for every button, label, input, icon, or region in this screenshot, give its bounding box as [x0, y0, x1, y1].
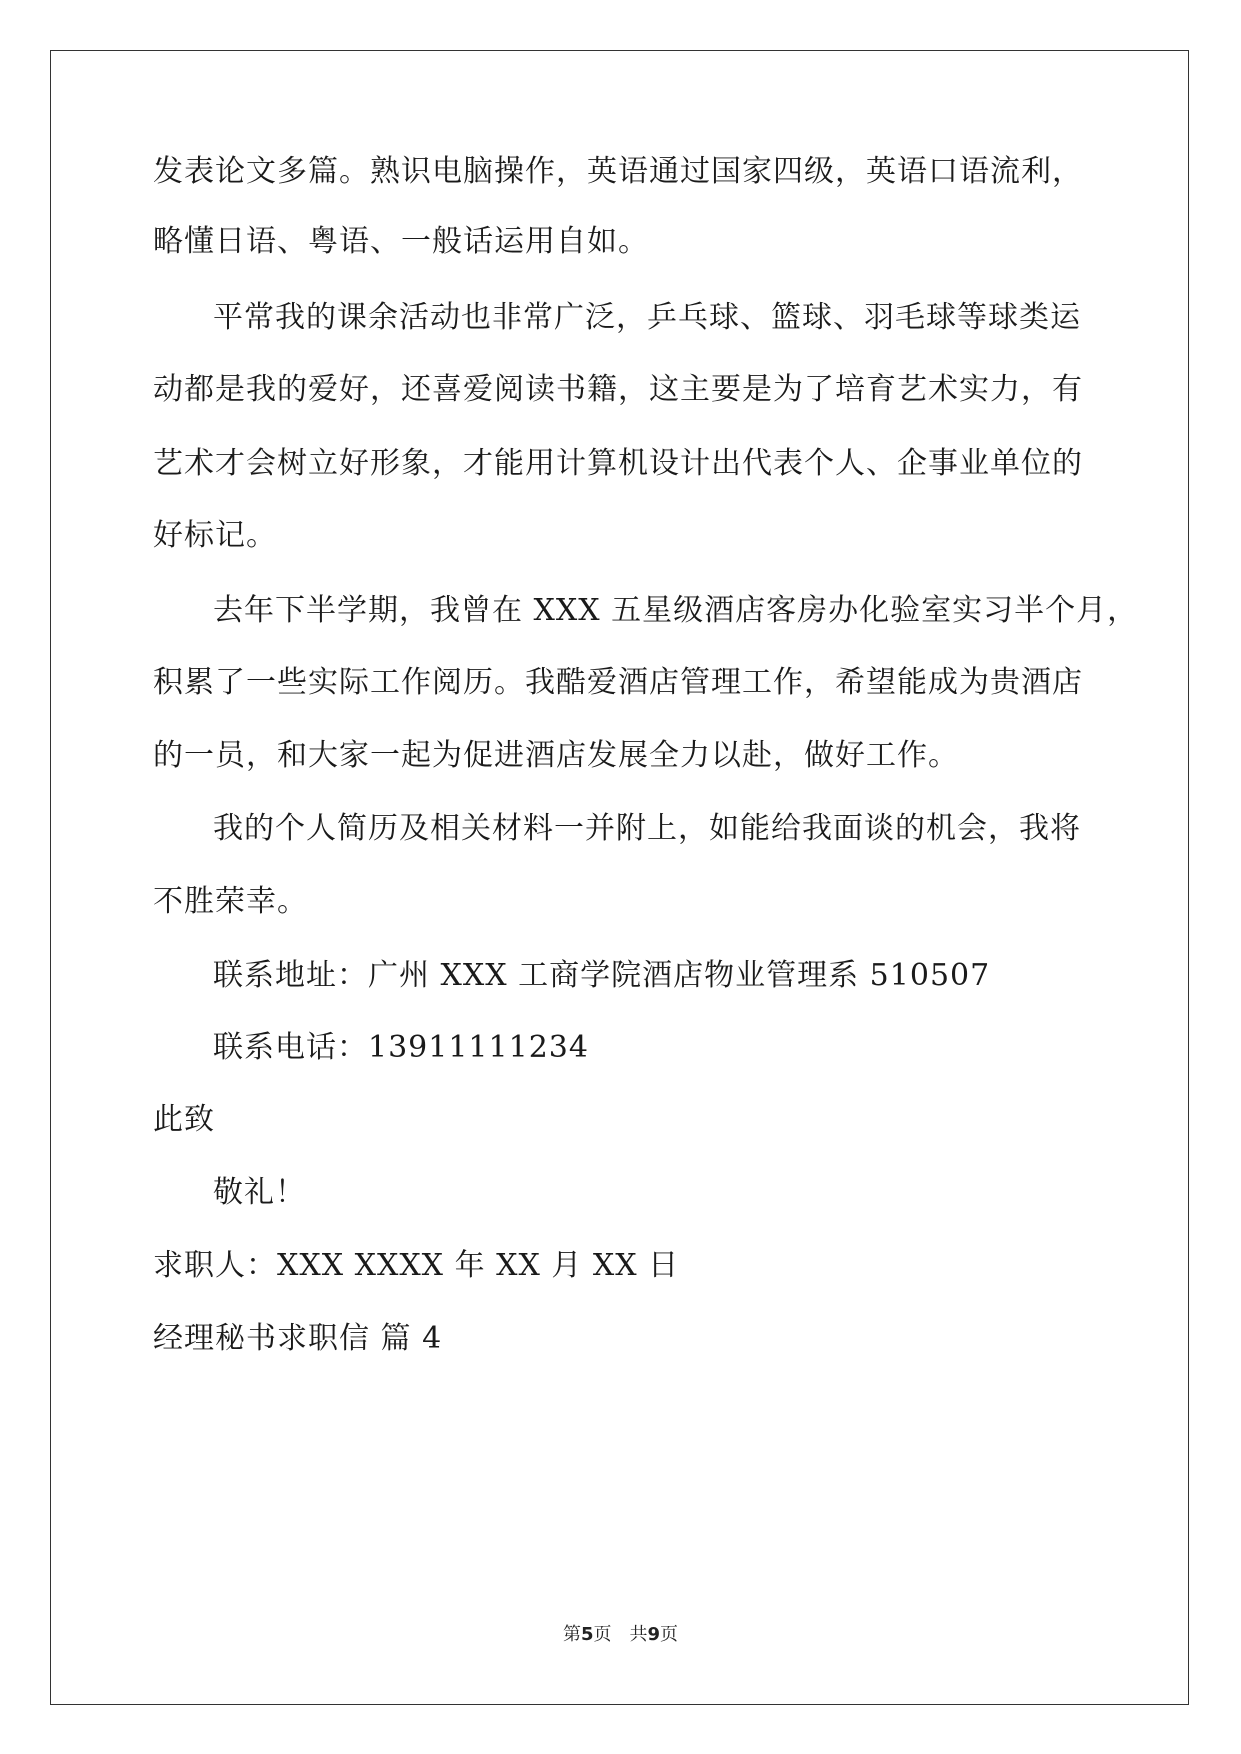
- contact-phone: 联系电话：13911111234: [213, 1030, 589, 1065]
- body-line-11: 不胜荣幸。: [153, 884, 308, 919]
- signature-line: 求职人：XXX XXXX 年 XX 月 XX 日: [153, 1248, 680, 1283]
- body-line-2: 略懂日语、粤语、一般话运用自如。: [153, 224, 649, 259]
- body-line-9: 的一员，和大家一起为促进酒店发展全力以赴，做好工作。: [153, 738, 959, 773]
- closing-salutation: 此致: [153, 1102, 215, 1137]
- body-line-7: 去年下半学期，我曾在 XXX 五星级酒店客房办化验室实习半个月，: [213, 593, 1139, 628]
- page-footer: [0, 1624, 1241, 1646]
- closing-regards: 敬礼！: [213, 1175, 306, 1210]
- footer-total-prefix: 共: [629, 1624, 648, 1645]
- body-line-10: 我的个人简历及相关材料一并附上，如能给我面谈的机会，我将: [213, 811, 1081, 846]
- body-line-8: 积累了一些实际工作阅历。我酷爱酒店管理工作，希望能成为贵酒店: [153, 665, 1083, 700]
- footer-page-total: 9: [647, 1624, 661, 1645]
- body-line-4: 动都是我的爱好，还喜爱阅读书籍，这主要是为了培育艺术实力，有: [153, 372, 1083, 407]
- body-line-1: 发表论文多篇。熟识电脑操作，英语通过国家四级，英语口语流利，: [153, 154, 1083, 189]
- footer-page-prefix: 第: [562, 1624, 581, 1645]
- footer-total-unit: 页: [660, 1624, 679, 1645]
- body-line-6: 好标记。: [153, 518, 277, 553]
- body-line-3: 平常我的课余活动也非常广泛，乒乓球、篮球、羽毛球等球类运: [213, 300, 1081, 335]
- page-border: [50, 50, 1189, 1705]
- section-heading: 经理秘书求职信 篇 4: [153, 1321, 443, 1356]
- body-line-5: 艺术才会树立好形象，才能用计算机设计出代表个人、企事业单位的: [153, 446, 1083, 481]
- footer-page-current: 5: [580, 1624, 594, 1645]
- contact-address: 联系地址：广州 XXX 工商学院酒店物业管理系 510507: [213, 958, 991, 993]
- footer-page-unit: 页: [593, 1624, 612, 1645]
